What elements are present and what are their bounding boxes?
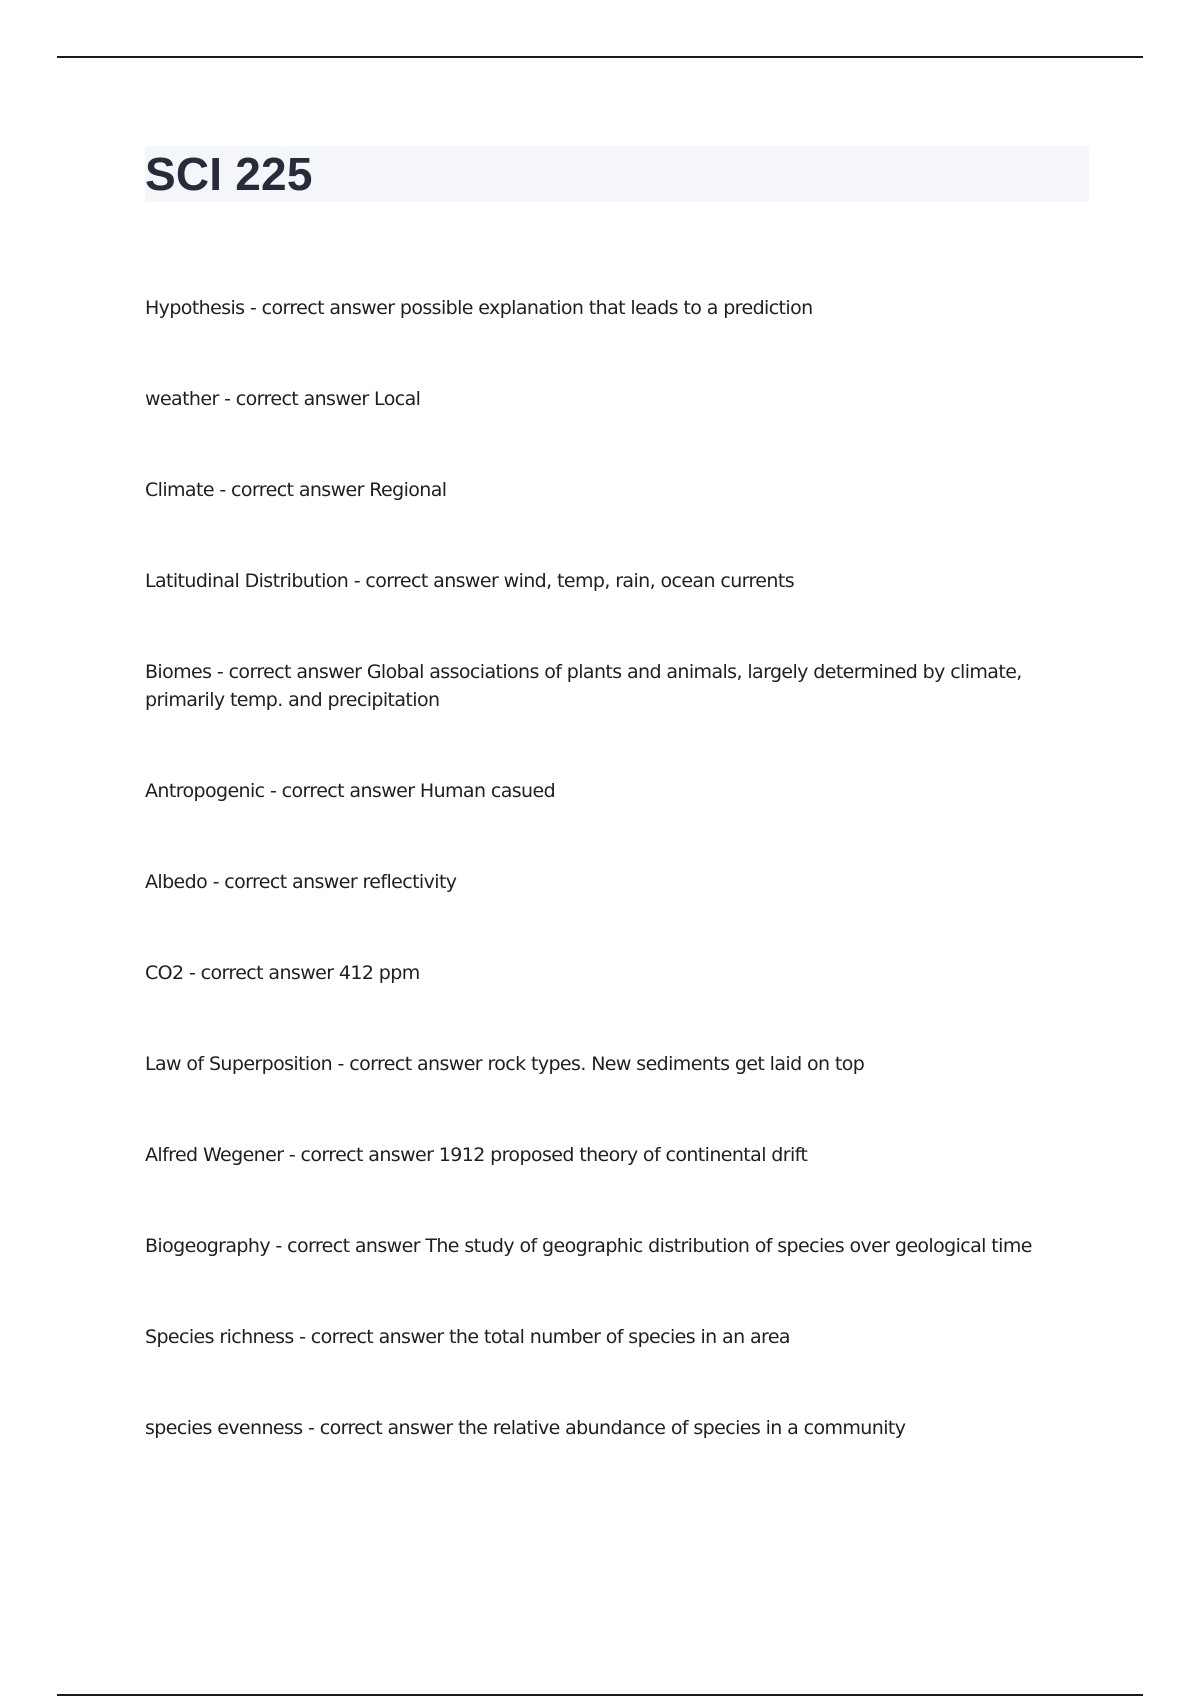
qa-term: Latitudinal Distribution	[145, 570, 349, 592]
qa-item	[145, 1323, 1045, 1351]
qa-answer: the total number of species in an area	[449, 1326, 790, 1348]
qa-term: species evenness	[145, 1417, 303, 1439]
qa-separator: - correct answer	[207, 871, 363, 893]
qa-list	[145, 294, 1045, 1505]
qa-term: Hypothesis	[145, 297, 245, 319]
qa-answer: 1912 proposed theory of continental drift	[438, 1144, 808, 1166]
qa-separator: - correct answer	[244, 297, 400, 319]
qa-answer: reflectivity	[362, 871, 457, 893]
qa-answer: rock types. New sediments get laid on top	[487, 1053, 865, 1075]
qa-separator: - correct answer	[348, 570, 504, 592]
qa-answer: Local	[374, 388, 421, 410]
qa-answer: Regional	[369, 479, 447, 501]
bottom-rule	[57, 1694, 1143, 1696]
qa-answer: possible explanation that leads to a prediction	[399, 297, 813, 319]
qa-term: Species richness	[145, 1326, 294, 1348]
qa-term: Antropogenic	[145, 780, 265, 802]
qa-item	[145, 1232, 1045, 1260]
top-rule	[57, 56, 1143, 58]
qa-separator: - correct answer	[183, 962, 339, 984]
qa-separator: - correct answer	[302, 1417, 458, 1439]
qa-term: Climate	[145, 479, 214, 501]
qa-term: CO2	[145, 962, 184, 984]
qa-term: Biomes	[145, 661, 212, 683]
qa-answer: The study of geographic distribution of species over geological time	[425, 1235, 1032, 1257]
qa-term: Albedo	[145, 871, 208, 893]
qa-item	[145, 658, 1045, 714]
qa-term: Alfred Wegener	[145, 1144, 284, 1166]
qa-term: Law of Superposition	[145, 1053, 333, 1075]
qa-separator: - correct answer	[283, 1144, 439, 1166]
qa-separator: - correct answer	[264, 780, 420, 802]
qa-item	[145, 294, 1045, 322]
qa-item	[145, 777, 1045, 805]
qa-answer: Global associations of plants and animals, largely determined by climate, primarily temp. and precipitation	[145, 661, 1022, 711]
qa-answer: wind, temp, rain, ocean currents	[503, 570, 794, 592]
qa-item	[145, 1050, 1045, 1078]
qa-item	[145, 1414, 1045, 1442]
qa-item	[145, 959, 1045, 987]
qa-item	[145, 567, 1045, 595]
qa-separator: - correct answer	[211, 661, 367, 683]
qa-term: Biogeography	[145, 1235, 270, 1257]
qa-item	[145, 868, 1045, 896]
page-title: SCI 225	[145, 148, 313, 200]
qa-separator: - correct answer	[213, 479, 370, 501]
qa-term: weather	[145, 388, 219, 410]
qa-item	[145, 476, 1045, 504]
qa-answer: Human casued	[419, 780, 556, 802]
qa-answer: the relative abundance of species in a community	[457, 1417, 906, 1439]
title-band	[145, 146, 1089, 202]
qa-separator: - correct answer	[269, 1235, 426, 1257]
qa-item	[145, 1141, 1045, 1169]
qa-separator: - correct answer	[332, 1053, 488, 1075]
qa-separator: - correct answer	[293, 1326, 450, 1348]
qa-separator: - correct answer	[218, 388, 375, 410]
qa-item	[145, 385, 1045, 413]
qa-answer: 412 ppm	[338, 962, 420, 984]
